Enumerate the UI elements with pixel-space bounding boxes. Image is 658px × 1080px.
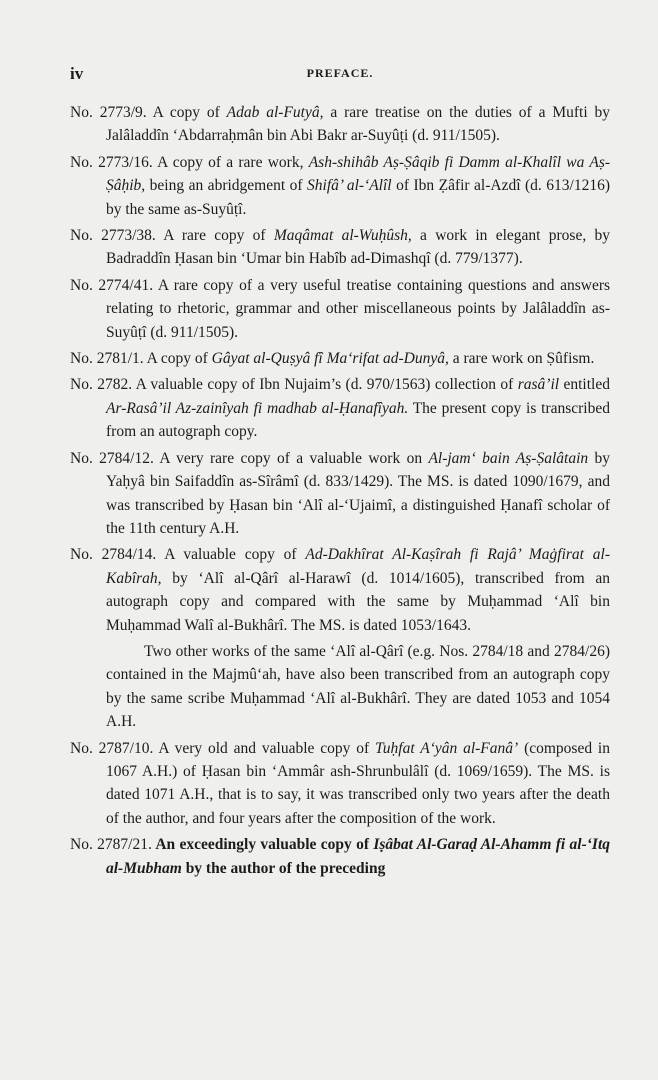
work-title: Tuḥfat A‘yân al-Fanâ’ [375,739,519,757]
entry-text: a rare treatise on the duties of a Mufti by Jalâladdîn ‘Abdarraḥmân bin Abi Bakr ar-Suyûṭi (d. 911/1505). [106,104,611,145]
running-title: PREFACE. [306,66,374,80]
entry-text: A valuable copy of Ibn Nujaim’s (d. 970/1563) collection of [132,376,518,394]
entry-number: No. 2773/9. [70,104,147,121]
work-title: Gâyat al-Quṣyâ fî Ma‘rifat ad-Dunyâ, [211,350,449,368]
entry-number: No. 2781/1. [70,350,144,368]
work-title: Ar-Rasâ’il Az-zainîyah fi madhab al-Ḥanafîyah. [106,399,409,417]
work-title: Ad-Dakhîrat Al-Kaṣîrah fi Rajâ’ Maġfirat al-Kabîrah, [106,546,611,587]
continuation-paragraph [70,640,610,734]
work-title: Al-jam‘ bain Aṣ-Ṣalâtain [428,449,589,467]
work-title: rasâ’il [517,376,560,394]
entry-text: An exceedingly valuable copy of [151,836,374,854]
entry-text: being an abridgement of [145,177,308,195]
catalogue-entry [70,447,610,541]
catalogue-entry [70,373,610,443]
entry-number: No. 2784/14. [70,546,157,564]
page-number: iv [70,64,84,83]
catalogue-entries [70,101,610,883]
entry-text: entitled [559,376,610,394]
catalogue-entry [70,543,610,637]
work-title: Shifâ’ al-‘Alîl [307,177,392,195]
entry-text: A valuable copy of [156,546,306,564]
entry-text: A copy of [143,350,212,368]
work-title: Adab al-Futyâ, [226,104,324,121]
work-title: Maqâmat al-Wuḥûsh, [273,227,412,245]
entry-text: A copy of a rare work, [152,153,309,171]
catalogue-entry [70,151,610,221]
entry-number: No. 2782. [70,376,133,394]
entry-text: A rare copy of [155,227,274,245]
entry-text: A rare copy of a very useful treatise containing questions and answers relating to rhetoric, grammar and other miscellaneous points by Jalâladdîn as-Suyûṭî (d. 911/1505). [106,276,611,341]
page-header [70,64,610,86]
catalogue-entry [70,347,610,370]
entry-text: A very old and valuable copy of [153,739,376,757]
entry-number: No. 2774/41. [70,276,154,294]
catalogue-entry [70,101,610,148]
entry-text: a rare work on Ṣûfism. [448,350,595,368]
work-title: Iṣâbat Al-Garaḍ Al-Ahamm fi al-‘Itq al-Mubham [106,836,611,877]
entry-text: a work in elegant prose, by Badraddîn Ḥasan bin ‘Umar bin Habîb ad-Dimashqî (d. 779/1377). [106,227,611,268]
entry-text: A very rare copy of a valuable work on [153,449,429,467]
catalogue-entry [70,737,610,831]
entry-text: by Yaḥyâ bin Saifaddîn as-Sîrâmî (d. 833/1429). The MS. is dated 1090/1679, and was transcribed by Ḥasan bin ‘Alî al-‘Ujaimî, a distinguished Ḥanafî scholar of the 11th century A.H. [106,449,611,537]
entry-text: of Ibn Ẓâfir al-Azdî (d. 613/1216) by the same as-Suyûṭî. [106,177,610,218]
entry-text: by ‘Alî al-Qârî al-Harawî (d. 1014/1605), transcribed from an autograph copy and compared with the same by Muḥammad ‘Alî bin Muḥammad Walî al-Bukhârî. The MS. is dated 1053/1643. [106,569,610,634]
entry-text: A copy of [146,104,227,121]
entry-number: No. 2773/16. [70,153,153,171]
entry-number: No. 2784/12. [70,449,154,467]
catalogue-entry [70,274,610,344]
catalogue-entry [70,833,610,880]
catalogue-entry [70,224,610,271]
entry-number: No. 2773/38. [70,227,156,245]
entry-number: No. 2787/21. [70,836,152,854]
entry-number: No. 2787/10. [70,739,154,757]
work-title: Ash-shihâb Aṣ-Ṣâqib fi Damm al-Khalîl wa Aṣ-Ṣâḥib, [106,153,611,195]
entry-text: Two other works of the same ‘Alî al-Qârî (e.g. Nos. 2784/18 and 2784/26) contained in the Majmû‘ah, have also been transcribed from an autograph copy by the same scribe Muḥammad ‘Alî al-Bukhârî. They are dated 1053 and 1054 A.H. [106,642,610,731]
entry-text: (composed in 1067 A.H.) of Ḥasan bin ‘Ammâr ash-Shrunbulâlî (d. 1069/1659). The MS. is dated 1071 A.H., that is to say, it was transcribed only two years after the death of the author, and four years after the composition of the work. [106,739,610,827]
entry-text: by the author of the preceding [181,859,386,877]
entry-text: The present copy is transcribed from an autograph copy. [106,399,610,441]
